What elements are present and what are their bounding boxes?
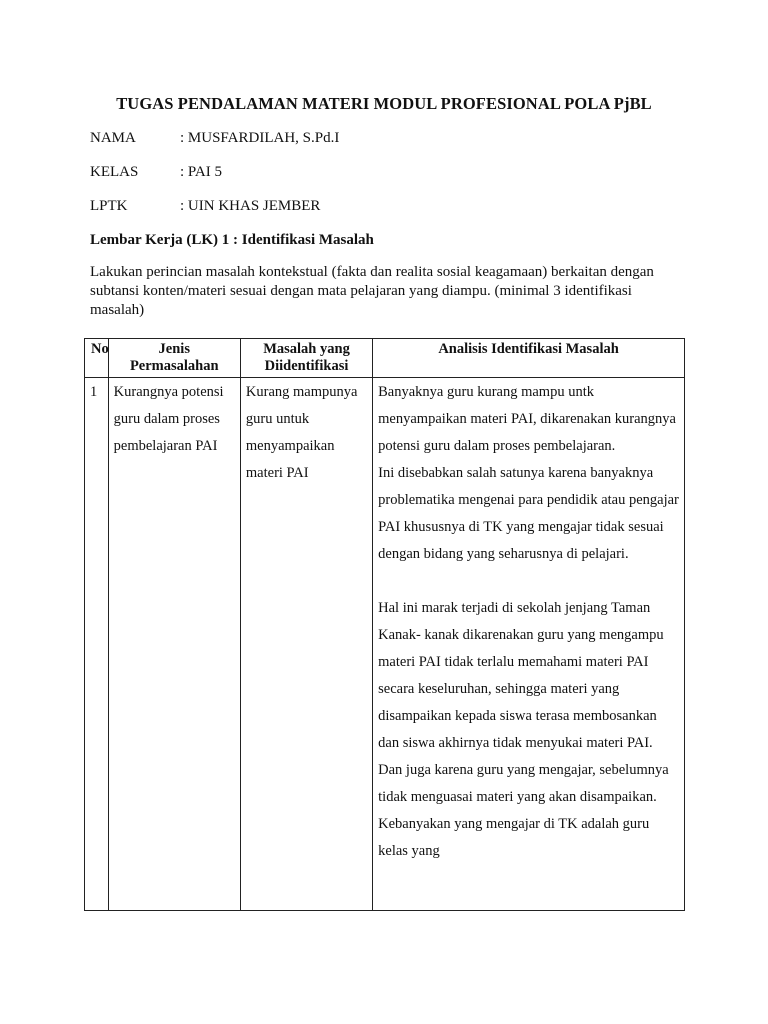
section-title: Lembar Kerja (LK) 1 : Identifikasi Masalah bbox=[90, 232, 374, 248]
paragraph-gap bbox=[378, 568, 679, 595]
identification-table bbox=[84, 338, 685, 911]
lptk-label: LPTK bbox=[90, 198, 128, 214]
header-analisis: Analisis Identifikasi Masalah bbox=[373, 339, 685, 378]
kelas-value: : PAI 5 bbox=[180, 164, 222, 180]
instruction-paragraph: Lakukan perincian masalah kontekstual (fakta dan realita sosial keagamaan) berkaitan dengan subtansi konten/materi sesuai dengan mata pelajaran yang diampu. (minimal 3 identifikasi masalah) bbox=[90, 264, 654, 318]
header-masalah: Masalah yang Diidentifikasi bbox=[240, 339, 372, 378]
cell-masalah: Kurang mampunya guru untuk menyampaikan materi PAI bbox=[240, 378, 372, 911]
table-header-row bbox=[85, 339, 685, 378]
nama-label: NAMA bbox=[90, 130, 136, 146]
info-row-lptk bbox=[90, 198, 320, 215]
header-no: No bbox=[85, 339, 109, 378]
lptk-value: : UIN KHAS JEMBER bbox=[180, 198, 321, 214]
info-row-nama bbox=[90, 130, 339, 147]
document-title: TUGAS PENDALAMAN MATERI MODUL PROFESIONAL POLA PjBL bbox=[116, 94, 652, 113]
nama-value: : MUSFARDILAH, S.Pd.I bbox=[180, 130, 340, 146]
cell-analisis bbox=[373, 378, 685, 911]
header-jenis: Jenis Permasalahan bbox=[108, 339, 240, 378]
kelas-label: KELAS bbox=[90, 164, 139, 180]
analisis-paragraph-1: Banyaknya guru kurang mampu untk menyampaikan materi PAI, dikarenakan kurangnya potensi guru dalam proses pembelajaran. bbox=[378, 384, 676, 454]
analisis-paragraph-2: Ini disebabkan salah satunya karena banyaknya problematika mengenai para pendidik atau pengajar PAI khususnya di TK yang mengajar tidak sesuai dengan bidang yang seharusnya di pelajari. bbox=[378, 465, 679, 562]
cell-no: 1 bbox=[85, 378, 109, 911]
analisis-paragraph-3: Hal ini marak terjadi di sekolah jenjang Taman Kanak- kanak dikarenakan guru yang mengampu materi PAI tidak terlalu memahami materi PAI secara keseluruhan, sehingga materi yang disampaikan kepada siswa terasa membosankan dan siswa akhirnya tidak menyukai materi PAI. Dan juga karena guru yang mengajar, sebelumnya tidak menguasai materi yang akan disampaikan. Kebanyakan yang mengajar di TK adalah guru kelas yang bbox=[378, 600, 669, 859]
info-row-kelas bbox=[90, 164, 222, 181]
cell-jenis: Kurangnya potensi guru dalam proses pembelajaran PAI bbox=[108, 378, 240, 911]
table-row bbox=[85, 378, 685, 911]
